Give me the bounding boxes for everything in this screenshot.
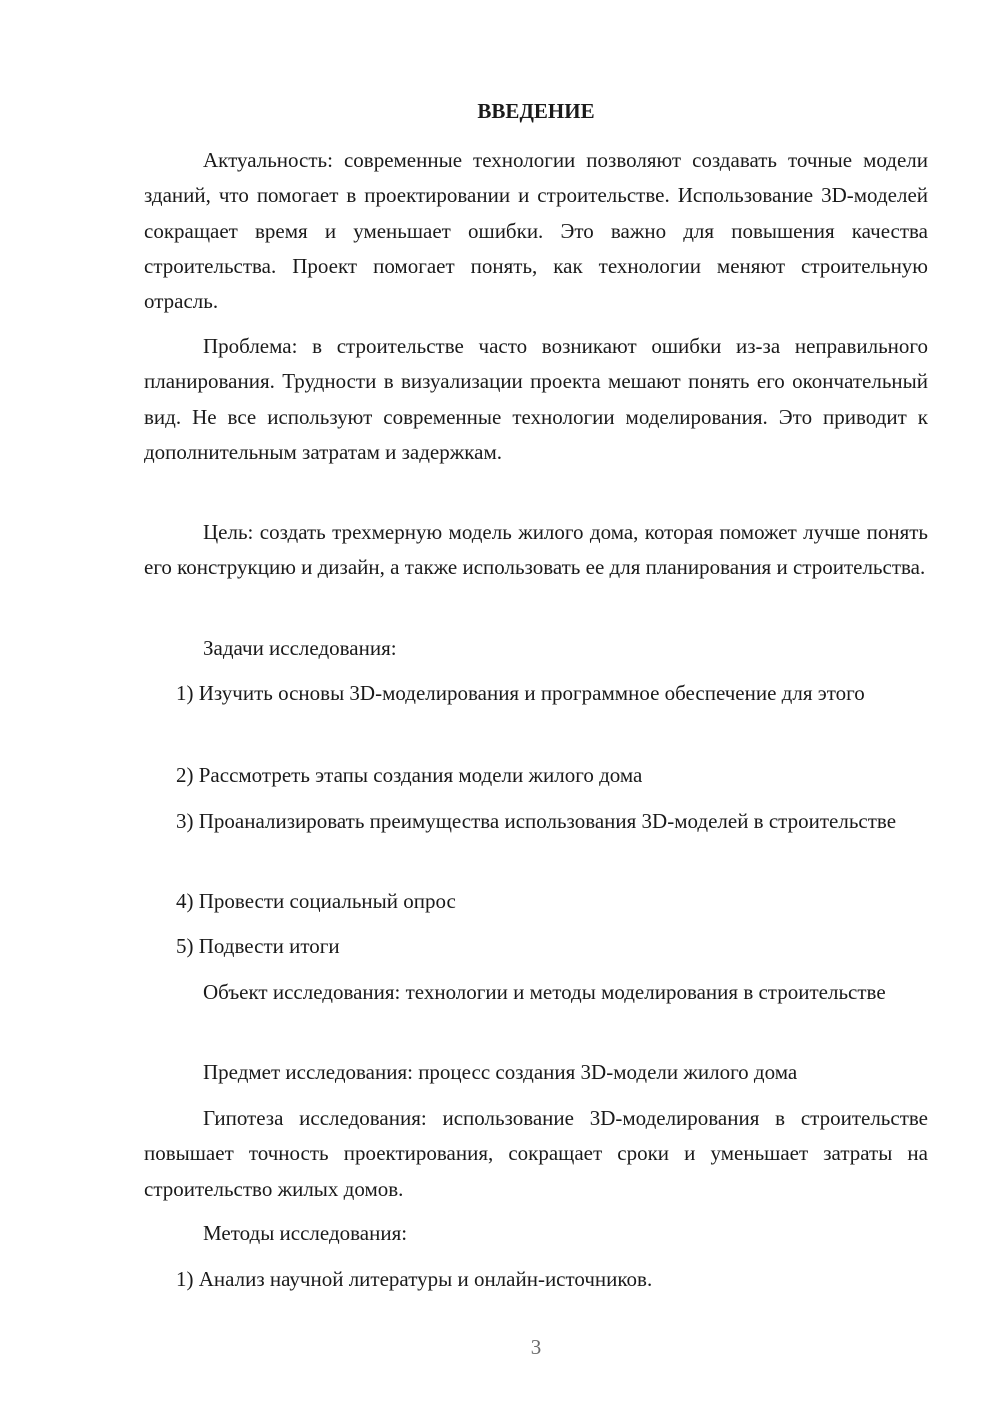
page-title: ВВЕДЕНИЕ xyxy=(477,99,595,123)
paragraph-hypothesis: Гипотеза исследования: использование 3D-моделирования в строительстве повышает точность проектирования, сокращает сроки и уменьшает затраты на строительство жилых домов. xyxy=(144,1106,928,1201)
task-item-4: 4) Провести социальный опрос xyxy=(176,889,456,913)
task-item-5: 5) Подвести итоги xyxy=(176,934,340,958)
paragraph-relevance: Актуальность: современные технологии позволяют создавать точные модели зданий, что помогает в проектировании и строительстве. Использование 3D-моделей сокращает время и уменьшает ошибки. Это важно для повышения качества строительства. Проект помогает понять, как технологии меняют строительную отрасль. xyxy=(144,148,928,314)
task-item-3: 3) Проанализировать преимущества использования 3D-моделей в строительстве xyxy=(176,809,897,833)
paragraph-object: Объект исследования: технологии и методы моделирования в строительстве xyxy=(203,980,886,1004)
paragraph-goal: Цель: создать трехмерную модель жилого дома, которая поможет лучше понять его конструкцию и дизайн, а также использовать ее для планирования и строительства. xyxy=(144,520,928,580)
paragraph-subject: Предмет исследования: процесс создания 3D-модели жилого дома xyxy=(203,1060,798,1084)
page-number: 3 xyxy=(530,1335,542,1359)
task-item-2: 2) Рассмотреть этапы создания модели жилого дома xyxy=(176,763,643,787)
method-item-1: 1) Анализ научной литературы и онлайн-источников. xyxy=(176,1267,653,1291)
methods-heading: Методы исследования: xyxy=(203,1221,408,1245)
paragraph-problem: Проблема: в строительстве часто возникают ошибки из-за неправильного планирования. Трудности в визуализации проекта мешают понять его окончательный вид. Не все используют современные технологии моделирования. Это приводит к дополнительным затратам и задержкам. xyxy=(144,334,928,464)
tasks-heading: Задачи исследования: xyxy=(203,636,397,660)
task-item-1: 1) Изучить основы 3D-моделирования и программное обеспечение для этого xyxy=(176,681,865,705)
